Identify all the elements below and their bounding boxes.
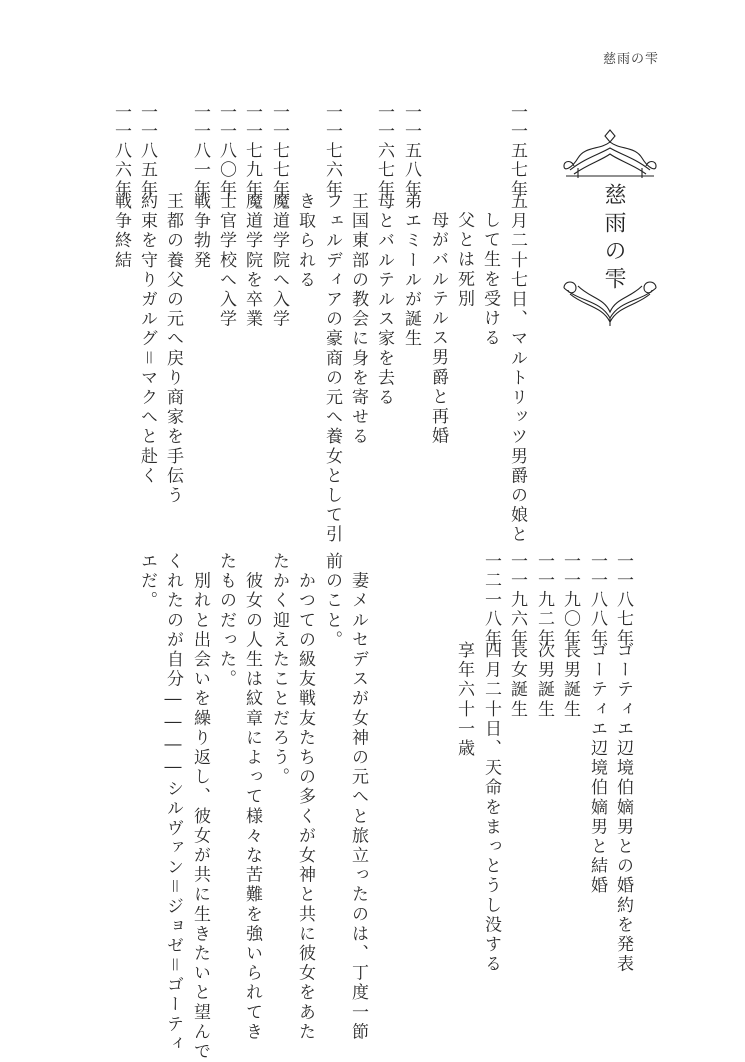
- epilogue-line: 別れと出会いを繰り返し、彼女が共に生きたいと望んで: [190, 552, 210, 1062]
- timeline-entry: 約束を守りガルグ＝マクへと赴く: [137, 192, 157, 486]
- timeline-entry: 弟エミールが誕生: [401, 192, 421, 349]
- epilogue-line: エだ。: [137, 552, 157, 611]
- epilogue-line: たかく迎えたことだろう。: [269, 552, 289, 788]
- timeline-year: 一一八〇年: [216, 103, 236, 199]
- timeline-entry: 士官学校へ入学: [216, 192, 236, 330]
- timeline-entry: 長男誕生: [560, 641, 580, 720]
- epilogue-line: たものだった。: [216, 552, 236, 690]
- ornament-top-icon: [560, 128, 660, 183]
- timeline-entry: 父とは死別: [454, 211, 474, 309]
- timeline-entry: ゴーティエ辺境伯嫡男と結婚: [587, 641, 607, 896]
- epilogue-line: 妻メルセデスが女神の元へと旅立ったのは、丁度一節: [348, 552, 368, 1042]
- epilogue-line: かつての級友戦友たちの多くが女神と共に彼女をあた: [295, 552, 315, 1042]
- timeline-year: 一一八七年: [613, 552, 633, 648]
- running-header: 慈雨の雫: [602, 52, 659, 67]
- timeline-year: 一一八一年: [190, 103, 210, 199]
- timeline-year: 一一九六年: [507, 552, 527, 648]
- timeline-entry: 次男誕生: [534, 641, 554, 720]
- timeline-entry: 母がバルテルス男爵と再婚: [428, 211, 448, 447]
- timeline-entry: 王都の養父の元へ戻り商家を手伝う: [163, 192, 183, 506]
- timeline-entry: 享年六十一歳: [454, 641, 474, 759]
- timeline-year: 一一七七年: [269, 103, 289, 199]
- timeline-year: 一一八八年: [587, 552, 607, 648]
- timeline-entry: 五月二十七日、マルトリッツ男爵の娘と: [507, 192, 527, 545]
- timeline-entry: フェルディアの豪商の元へ養女として引: [322, 192, 342, 545]
- timeline-year: 一一九〇年: [560, 552, 580, 648]
- timeline-year: 一一八六年: [111, 103, 131, 199]
- timeline-entry: 四月二十日、天命をまっとうし没する: [481, 641, 501, 975]
- timeline-entry: 母とバルテルス家を去る: [374, 192, 394, 408]
- timeline-entry: 戦争勃発: [190, 192, 210, 271]
- timeline-year: 一一七六年: [322, 103, 342, 199]
- epilogue-line: 前のこと。: [322, 552, 342, 650]
- timeline-year: 一一五八年: [401, 103, 421, 199]
- ornament-bottom-icon: [560, 278, 660, 328]
- timeline-year: 一一五七年: [507, 103, 527, 199]
- timeline-entry: して生を受ける: [480, 211, 500, 349]
- timeline-entry: 戦争終結: [111, 192, 131, 271]
- timeline-entry: 魔道学院へ入学: [269, 192, 289, 330]
- timeline-year: 一二一八年: [481, 552, 501, 648]
- timeline-entry: 魔道学院を卒業: [242, 192, 262, 330]
- title-text: 慈雨の雫: [601, 183, 626, 295]
- timeline-year: 一一八五年: [137, 103, 157, 199]
- timeline-entry: 長女誕生: [507, 641, 527, 720]
- epilogue-line: 彼女の人生は紋章によって様々な苦難を強いられてき: [242, 552, 262, 1042]
- timeline-entry: き取られる: [295, 192, 315, 290]
- timeline-year: 一一七九年: [242, 103, 262, 199]
- timeline-year: 一一九二年: [534, 552, 554, 648]
- timeline-entry: 王国東部の教会に身を寄せる: [348, 192, 368, 447]
- timeline-entry: ゴーティエ辺境伯嫡男との婚約を発表: [613, 641, 633, 975]
- timeline-year: 一一六七年: [374, 103, 394, 199]
- epilogue-line: くれたのが自分――――シルヴァン＝ジョゼ＝ゴーティ: [163, 552, 183, 1054]
